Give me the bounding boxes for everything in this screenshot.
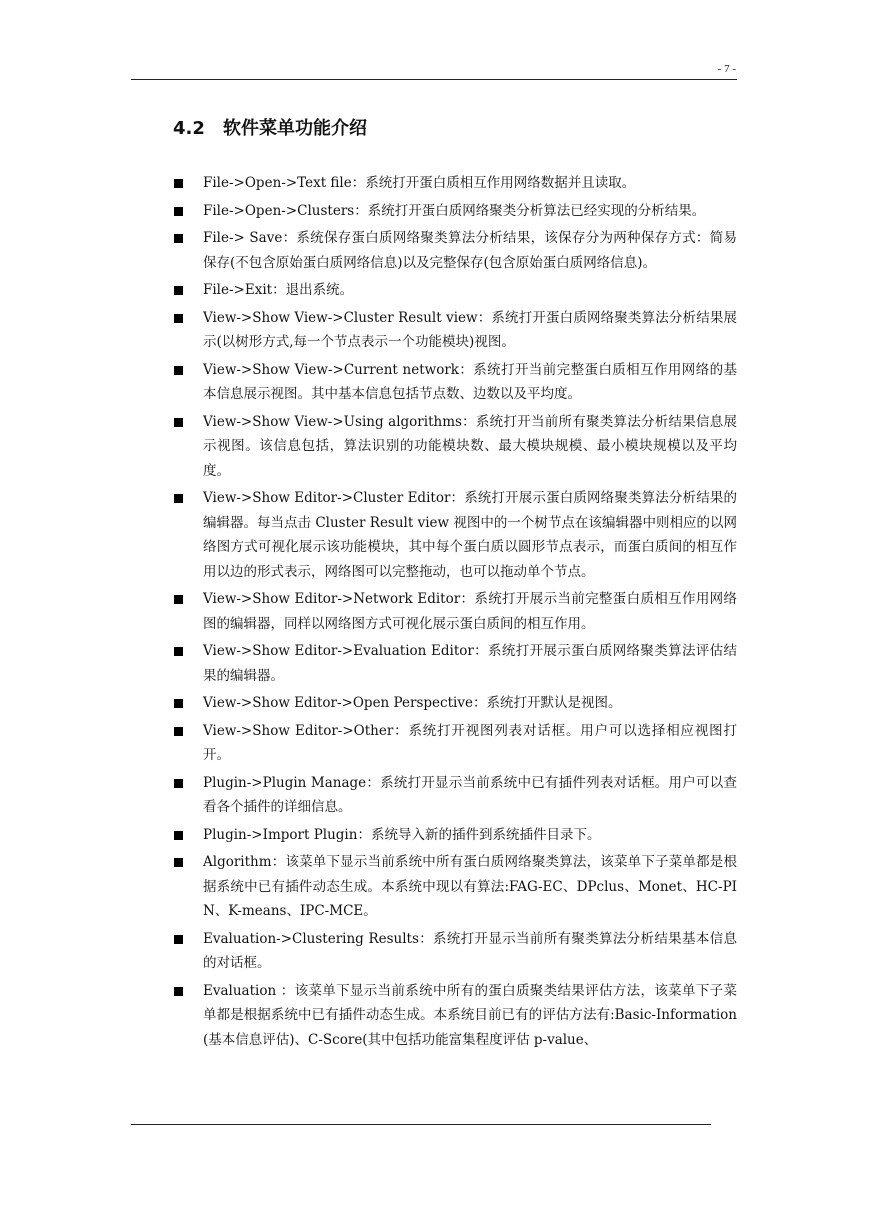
square-bullet-icon [174, 831, 183, 840]
square-bullet-icon [174, 366, 183, 375]
square-bullet-icon [174, 418, 183, 427]
square-bullet-icon [174, 595, 183, 604]
section-heading [173, 114, 367, 140]
square-bullet-icon [174, 494, 183, 503]
list-item [173, 823, 737, 848]
list-item-text: View->Show View->Cluster Result view：系统打开蛋白质网络聚类算法分析结果展示(以树形方式,每一个节点表示一个功能模块)视图。 [203, 309, 737, 350]
square-bullet-icon [174, 987, 183, 996]
list-item [173, 719, 737, 768]
list-item-text: View->Show Editor->Open Perspective：系统打开默认是视图。 [203, 695, 622, 711]
section-number: 4.2 [173, 118, 205, 139]
square-bullet-icon [174, 727, 183, 736]
list-item [173, 226, 737, 275]
list-item-text: File->Exit：退出系统。 [203, 282, 354, 298]
list-item-text: Evaluation->Clustering Results：系统打开显示当前所有聚类算法分析结果基本信息的对话框。 [203, 930, 737, 971]
list-item [173, 691, 737, 716]
list-item-text: Algorithm：该菜单下显示当前系统中所有蛋白质网络聚类算法，该菜单下子菜单都是根据系统中已有插件动态生成。本系统中现以有算法:FAG-EC、DPclus、Monet、HC-PIN、K-means、IPC-MCE。 [203, 854, 737, 919]
list-item-text: Plugin->Plugin Manage：系统打开显示当前系统中已有插件列表对话框。用户可以查看各个插件的详细信息。 [203, 774, 737, 815]
square-bullet-icon [174, 858, 183, 867]
list-item [173, 771, 737, 820]
list-item [173, 639, 737, 688]
header-rule [131, 79, 737, 80]
list-item [173, 199, 737, 224]
list-item-text: View->Show View->Using algorithms：系统打开当前所有聚类算法分析结果信息展示视图。该信息包括，算法识别的功能模块数、最大模块规模、最小模块规模以及平均度。 [203, 413, 737, 479]
list-item-text: File-> Save：系统保存蛋白质网络聚类算法分析结果，该保存分为两种保存方式：简易保存(不包含原始蛋白质网络信息)以及完整保存(包含原始蛋白质网络信息)。 [203, 230, 737, 271]
list-item-text: File->Open->Text file：系统打开蛋白质相互作用网络数据并且读取。 [203, 175, 636, 191]
square-bullet-icon [174, 779, 183, 788]
list-item [173, 979, 737, 1053]
list-item [173, 587, 737, 636]
square-bullet-icon [174, 207, 183, 216]
list-item [173, 358, 737, 407]
footer-rule [131, 1124, 711, 1125]
list-item-text: View->Show Editor->Network Editor：系统打开展示当前完整蛋白质相互作用网络图的编辑器，同样以网络图方式可视化展示蛋白质间的相互作用。 [203, 591, 737, 632]
list-item [173, 850, 737, 924]
menu-function-list [173, 171, 737, 1055]
list-item-text: View->Show Editor->Cluster Editor：系统打开展示蛋白质网络聚类算法分析结果的编辑器。每当点击 Cluster Result view 视图中的一个树节点在该编辑器中则相应的以网络图方式可视化展示该功能模块，其中每个蛋白质以圆形节点表示，而蛋白质间的相互作用以边的形式表示，网络图可以完整拖动，也可以拖动单个节点。 [203, 490, 737, 580]
list-item [173, 278, 737, 303]
list-item-text: Plugin->Import Plugin：系统导入新的插件到系统插件目录下。 [203, 826, 601, 843]
square-bullet-icon [174, 286, 183, 295]
list-item-text: View->Show View->Current network：系统打开当前完整蛋白质相互作用网络的基本信息展示视图。其中基本信息包括节点数、边数以及平均度。 [203, 361, 737, 402]
square-bullet-icon [174, 935, 183, 944]
list-item [173, 306, 737, 355]
list-item-text: Evaluation ：该菜单下显示当前系统中所有的蛋白质聚类结果评估方法，该菜单下子菜单都是根据系统中已有插件动态生成。本系统目前已有的评估方法有:Basic-Information(基本信息评估)、C-Score(其中包括功能富集程度评估 p-value、 [203, 982, 737, 1048]
list-item [173, 486, 737, 584]
square-bullet-icon [174, 699, 183, 708]
square-bullet-icon [174, 179, 183, 188]
list-item-text: View->Show Editor->Other：系统打开视图列表对话框。用户可以选择相应视图打开。 [203, 722, 737, 763]
section-title: 软件菜单功能介绍 [223, 118, 367, 139]
square-bullet-icon [174, 314, 183, 323]
list-item [173, 410, 737, 484]
list-item [173, 927, 737, 976]
list-item-text: File->Open->Clusters：系统打开蛋白质网络聚类分析算法已经实现的分析结果。 [203, 202, 706, 219]
square-bullet-icon [174, 234, 183, 243]
square-bullet-icon [174, 647, 183, 656]
list-item [173, 171, 737, 196]
list-item-text: View->Show Editor->Evaluation Editor：系统打开展示蛋白质网络聚类算法评估结果的编辑器。 [203, 643, 737, 684]
page-number: - 7 - [717, 63, 736, 75]
